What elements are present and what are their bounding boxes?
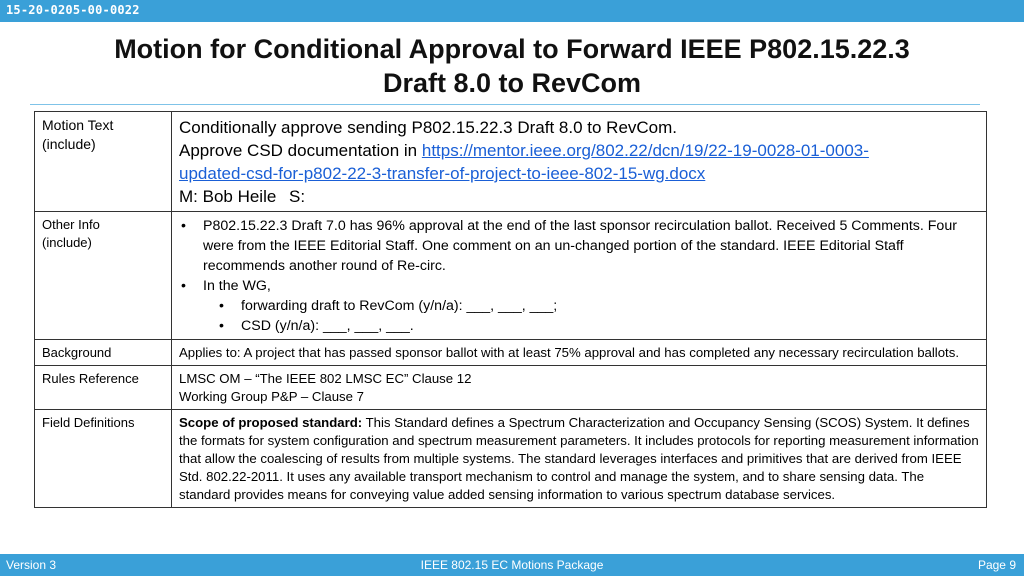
rules-reference-content: [172, 366, 987, 410]
label-rules-reference: Rules Reference: [35, 366, 172, 410]
wg-vote-list: [179, 296, 979, 336]
motion-table: [34, 111, 987, 508]
list-item: [179, 276, 979, 296]
motion-line1: Conditionally approve sending P802.15.22.3 Draft 8.0 to RevCom.: [179, 118, 678, 137]
title-divider: [30, 104, 980, 105]
background-content: Applies to: A project that has passed sponsor ballot with at least 75% approval and has completed any necessary recirculation ballots.: [172, 340, 987, 366]
row-background: [35, 340, 987, 366]
label-line: Motion Text: [42, 117, 114, 133]
mover: M: Bob Heile: [179, 187, 277, 206]
rules-line2: Working Group P&P – Clause 7: [179, 389, 364, 404]
other-info-content: [172, 212, 987, 340]
field-definitions-content: [172, 410, 987, 508]
seconder: S:: [289, 187, 306, 206]
mover-seconder: [179, 185, 979, 208]
motion-text-content: [172, 112, 987, 212]
label-field-definitions: Field Definitions: [35, 410, 172, 508]
label-line: (include): [42, 235, 92, 250]
label-line: Other Info: [42, 217, 100, 232]
slide-title-line1: Motion for Conditional Approval to Forward IEEE P802.15.22.3: [114, 34, 910, 64]
motion-line3: [179, 162, 979, 185]
scope-text: This Standard defines a Spectrum Characterization and Occupancy Sensing (SCOS) System. It defines the formats for system configuration and spectrum measurement parameters. It includes protocols for reporting measurement information that allow the coalescing of results from multiple systems. The standard leverages interfaces and primitives that are derived from IEEE Std. 802.22-2011. It uses any available transport mechanism to control and manage the system, and to share sensing data. The standard provides means for conveying value added sensing information to various spectrum database services.: [179, 415, 979, 502]
csd-link-continued[interactable]: updated-csd-for-p802-22-3-transfer-of-project-to-ieee-802-15-wg.docx: [179, 164, 706, 183]
other-info-list: [179, 216, 979, 296]
label-other-info: [35, 212, 172, 340]
document-id: 15-20-0205-00-0022: [6, 3, 140, 17]
label-line: (include): [42, 136, 96, 152]
list-item: • P802.15.22.3 Draft 7.0 has 96% approval at the end of the last sponsor recirculation ballot. Received 5 Comments. Four were from the IEEE Editorial Staff. One comment on an un-changed portion of the standard. IEEE Editorial Staff recommends another round of Re-circ.: [179, 216, 979, 276]
row-other-info: [35, 212, 987, 340]
motion-line2: [179, 139, 979, 162]
list-item: • forwarding draft to RevCom (y/n/a): ___, ___, ___;: [179, 296, 979, 316]
list-item-text: In the WG,: [203, 278, 271, 294]
footer-page-number: Page 9: [977, 558, 1016, 572]
header-bar: [0, 0, 1024, 22]
slide-title: [40, 32, 984, 100]
footer-version: Version 3: [6, 558, 57, 572]
row-field-definitions: [35, 410, 987, 508]
csd-link[interactable]: https://mentor.ieee.org/802.22/dcn/19/22-19-0028-01-0003-: [421, 141, 869, 160]
row-rules-reference: [35, 366, 987, 410]
row-motion-text: [35, 112, 987, 212]
footer-bar: [0, 554, 1024, 576]
list-item: • CSD (y/n/a): ___, ___, ___.: [179, 316, 979, 336]
label-motion-text: [35, 112, 172, 212]
slide-title-line2: Draft 8.0 to RevCom: [382, 68, 642, 98]
label-background: Background: [35, 340, 172, 366]
scope-heading: Scope of proposed standard:: [179, 415, 363, 430]
footer-title: IEEE 802.15 EC Motions Package: [420, 558, 604, 572]
motion-line2-prefix: Approve CSD documentation in: [179, 141, 422, 160]
rules-line1: LMSC OM – “The IEEE 802 LMSC EC” Clause 12: [179, 371, 472, 386]
